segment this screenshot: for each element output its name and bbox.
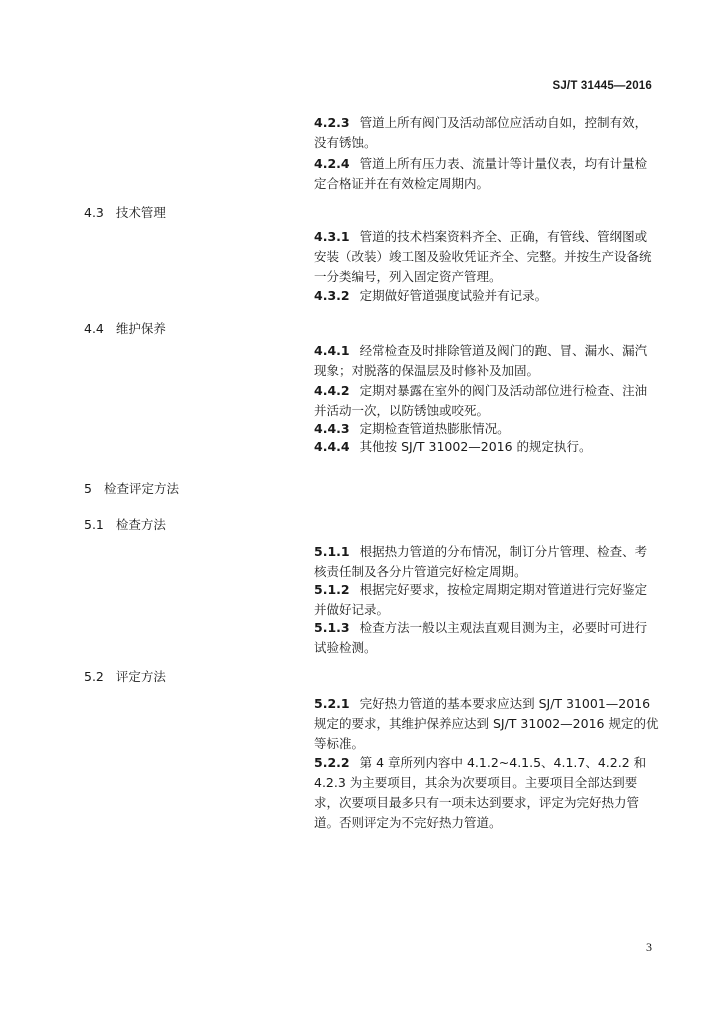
clause-5-2-2 — [314, 753, 659, 833]
clause-text: 根据完好要求，按检定周期定期对管道进行完好鉴定并做好记录。 — [314, 582, 648, 617]
clause-number: 5.1.2 — [314, 582, 350, 597]
clause-number: 4.2.3 — [314, 115, 350, 130]
clause-number: 5.2.1 — [314, 696, 350, 711]
clause-5-1-3 — [314, 618, 659, 658]
chapter-heading-5 — [84, 479, 179, 497]
clause-4-4-1 — [314, 341, 659, 381]
section-number: 4.3 — [84, 205, 104, 220]
clause-text: 管道上所有压力表、流量计等计量仪表，均有计量检定合格证并在有效检定周期内。 — [314, 156, 648, 191]
clause-text: 第 4 章所列内容中 4.1.2~4.1.5、4.1.7、4.2.2 和 4.2.3 为主要项目，其余为次要项目。主要项目全部达到要求，次要项目最多只有一项未达到要求，评定为完好热力管道。否则评定为不完好热力管道。 — [314, 755, 647, 830]
clause-4-4-2 — [314, 381, 659, 421]
section-heading-4-3 — [84, 203, 166, 221]
clause-number: 4.3.2 — [314, 288, 350, 303]
section-heading-5-1 — [84, 515, 166, 533]
clause-number: 4.4.4 — [314, 439, 350, 454]
clause-number: 4.4.3 — [314, 421, 350, 436]
clause-text: 定期对暴露在室外的阀门及活动部位进行检查、注油并活动一次，以防锈蚀或咬死。 — [314, 383, 648, 418]
clause-number: 4.4.1 — [314, 343, 350, 358]
section-number: 5.2 — [84, 669, 104, 684]
clause-4-4-3 — [314, 419, 659, 439]
clause-5-2-1 — [314, 694, 659, 754]
clause-text: 其他按 SJ/T 31002—2016 的规定执行。 — [359, 439, 592, 454]
clause-5-1-1 — [314, 542, 659, 582]
standard-code: SJ/T 31445—2016 — [552, 80, 652, 92]
clause-5-1-2 — [314, 580, 659, 620]
clause-4-3-1 — [314, 227, 659, 287]
section-title: 维护保养 — [115, 321, 166, 336]
clause-text: 经常检查及时排除管道及阀门的跑、冒、漏水、漏汽现象；对脱落的保温层及时修补及加固。 — [314, 343, 648, 378]
clause-number: 4.3.1 — [314, 229, 350, 244]
clause-number: 5.1.3 — [314, 620, 350, 635]
clause-number: 5.1.1 — [314, 544, 350, 559]
clause-text: 管道的技术档案资料齐全、正确，有管线、管纲图或安装（改装）竣工图及验收凭证齐全、完整。并按生产设备统一分类编号，列入固定资产管理。 — [314, 229, 652, 284]
clause-number: 5.2.2 — [314, 755, 350, 770]
clause-4-2-3 — [314, 113, 659, 153]
clause-number: 4.4.2 — [314, 383, 350, 398]
section-number: 5 — [84, 481, 92, 496]
clause-4-4-4 — [314, 437, 659, 457]
section-title: 检查方法 — [115, 517, 166, 532]
section-title: 评定方法 — [115, 669, 166, 684]
section-title: 技术管理 — [115, 205, 166, 220]
section-heading-5-2 — [84, 667, 166, 685]
section-heading-4-4 — [84, 319, 166, 337]
clause-text: 检查方法一般以主观法直观目测为主，必要时可进行试验检测。 — [314, 620, 648, 655]
clause-text: 定期检查管道热膨胀情况。 — [359, 421, 510, 436]
clause-4-3-2 — [314, 286, 659, 306]
clause-4-2-4 — [314, 154, 659, 194]
clause-text: 定期做好管道强度试验并有记录。 — [359, 288, 548, 303]
page-number: 3 — [646, 940, 652, 954]
section-title: 检查评定方法 — [103, 481, 179, 496]
clause-number: 4.2.4 — [314, 156, 350, 171]
clause-text: 完好热力管道的基本要求应达到 SJ/T 31001—2016 规定的要求，其维护保养应达到 SJ/T 31002—2016 规定的优等标准。 — [314, 696, 659, 751]
clause-text: 管道上所有阀门及活动部位应活动自如，控制有效，没有锈蚀。 — [314, 115, 648, 150]
section-number: 5.1 — [84, 517, 104, 532]
clause-text: 根据热力管道的分布情况，制订分片管理、检查、考核责任制及各分片管道完好检定周期。 — [314, 544, 648, 579]
section-number: 4.4 — [84, 321, 104, 336]
